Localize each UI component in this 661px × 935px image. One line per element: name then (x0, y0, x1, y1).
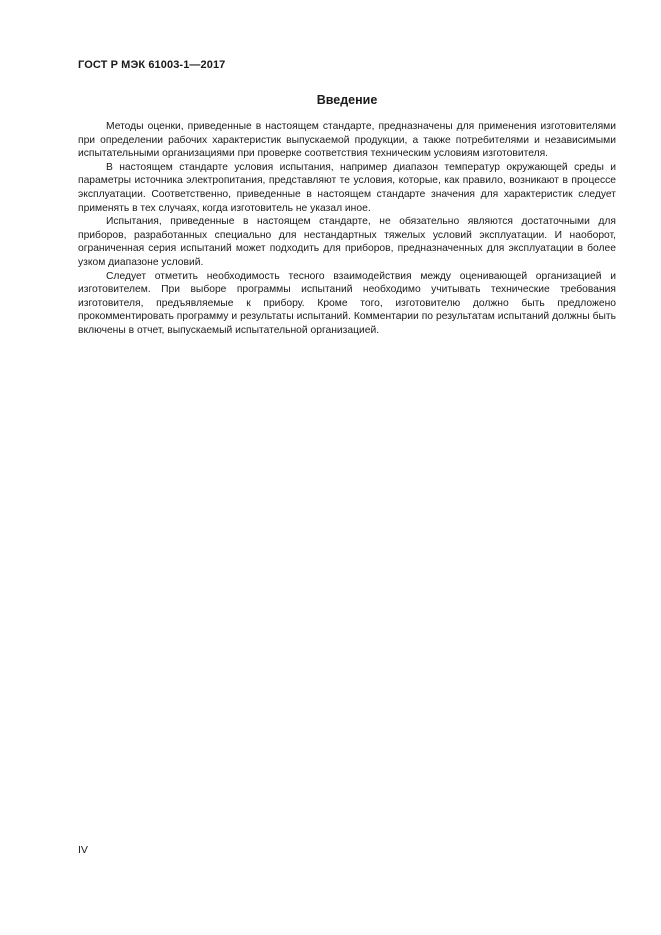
paragraph-4: Следует отметить необходимость тесного взаимодействия между оценивающей организацией и изготовителем. При выборе программы испытаний необходимо учитывать технические требования изготовителя, предъявляемые к прибору. Кроме того, изготовителю должно быть предложено прокомментировать программу и результаты испытаний. Комментарии по результатам испытаний должны быть включены в отчет, выпускаемый испытательной организацией. (78, 270, 616, 336)
paragraph-3: Испытания, приведенные в настоящем стандарте, не обязательно являются достаточными для приборов, разработанных специально для нестандартных тяжелых условий эксплуатации. И наоборот, ограниченная серия испытаний может подходить для приборов, предназначенных для эксплуатации в более узком диапазоне условий. (78, 216, 616, 268)
paragraph-2: В настоящем стандарте условия испытания, например диапазон температур окружающей среды и параметры источника электропитания, представляют те условия, которые, как правило, возникают в процессе эксплуатации. Соответственно, приведенные в настоящем стандарте значения для характеристик следует применять в тех случаях, когда изготовитель не указал иное. (78, 161, 616, 214)
page-number: IV (78, 844, 88, 856)
introduction-body (78, 120, 616, 338)
document-id-header: ГОСТ Р МЭК 61003-1—2017 (78, 59, 226, 71)
section-title: Введение (316, 93, 378, 107)
paragraph-1: Методы оценки, приведенные в настоящем стандарте, предназначены для применения изготовителями при определении рабочих характеристик выпускаемой продукции, а также потребителями и независимыми испытательными организациями при проверке соответствия техническим условиям изготовителя. (78, 121, 616, 160)
